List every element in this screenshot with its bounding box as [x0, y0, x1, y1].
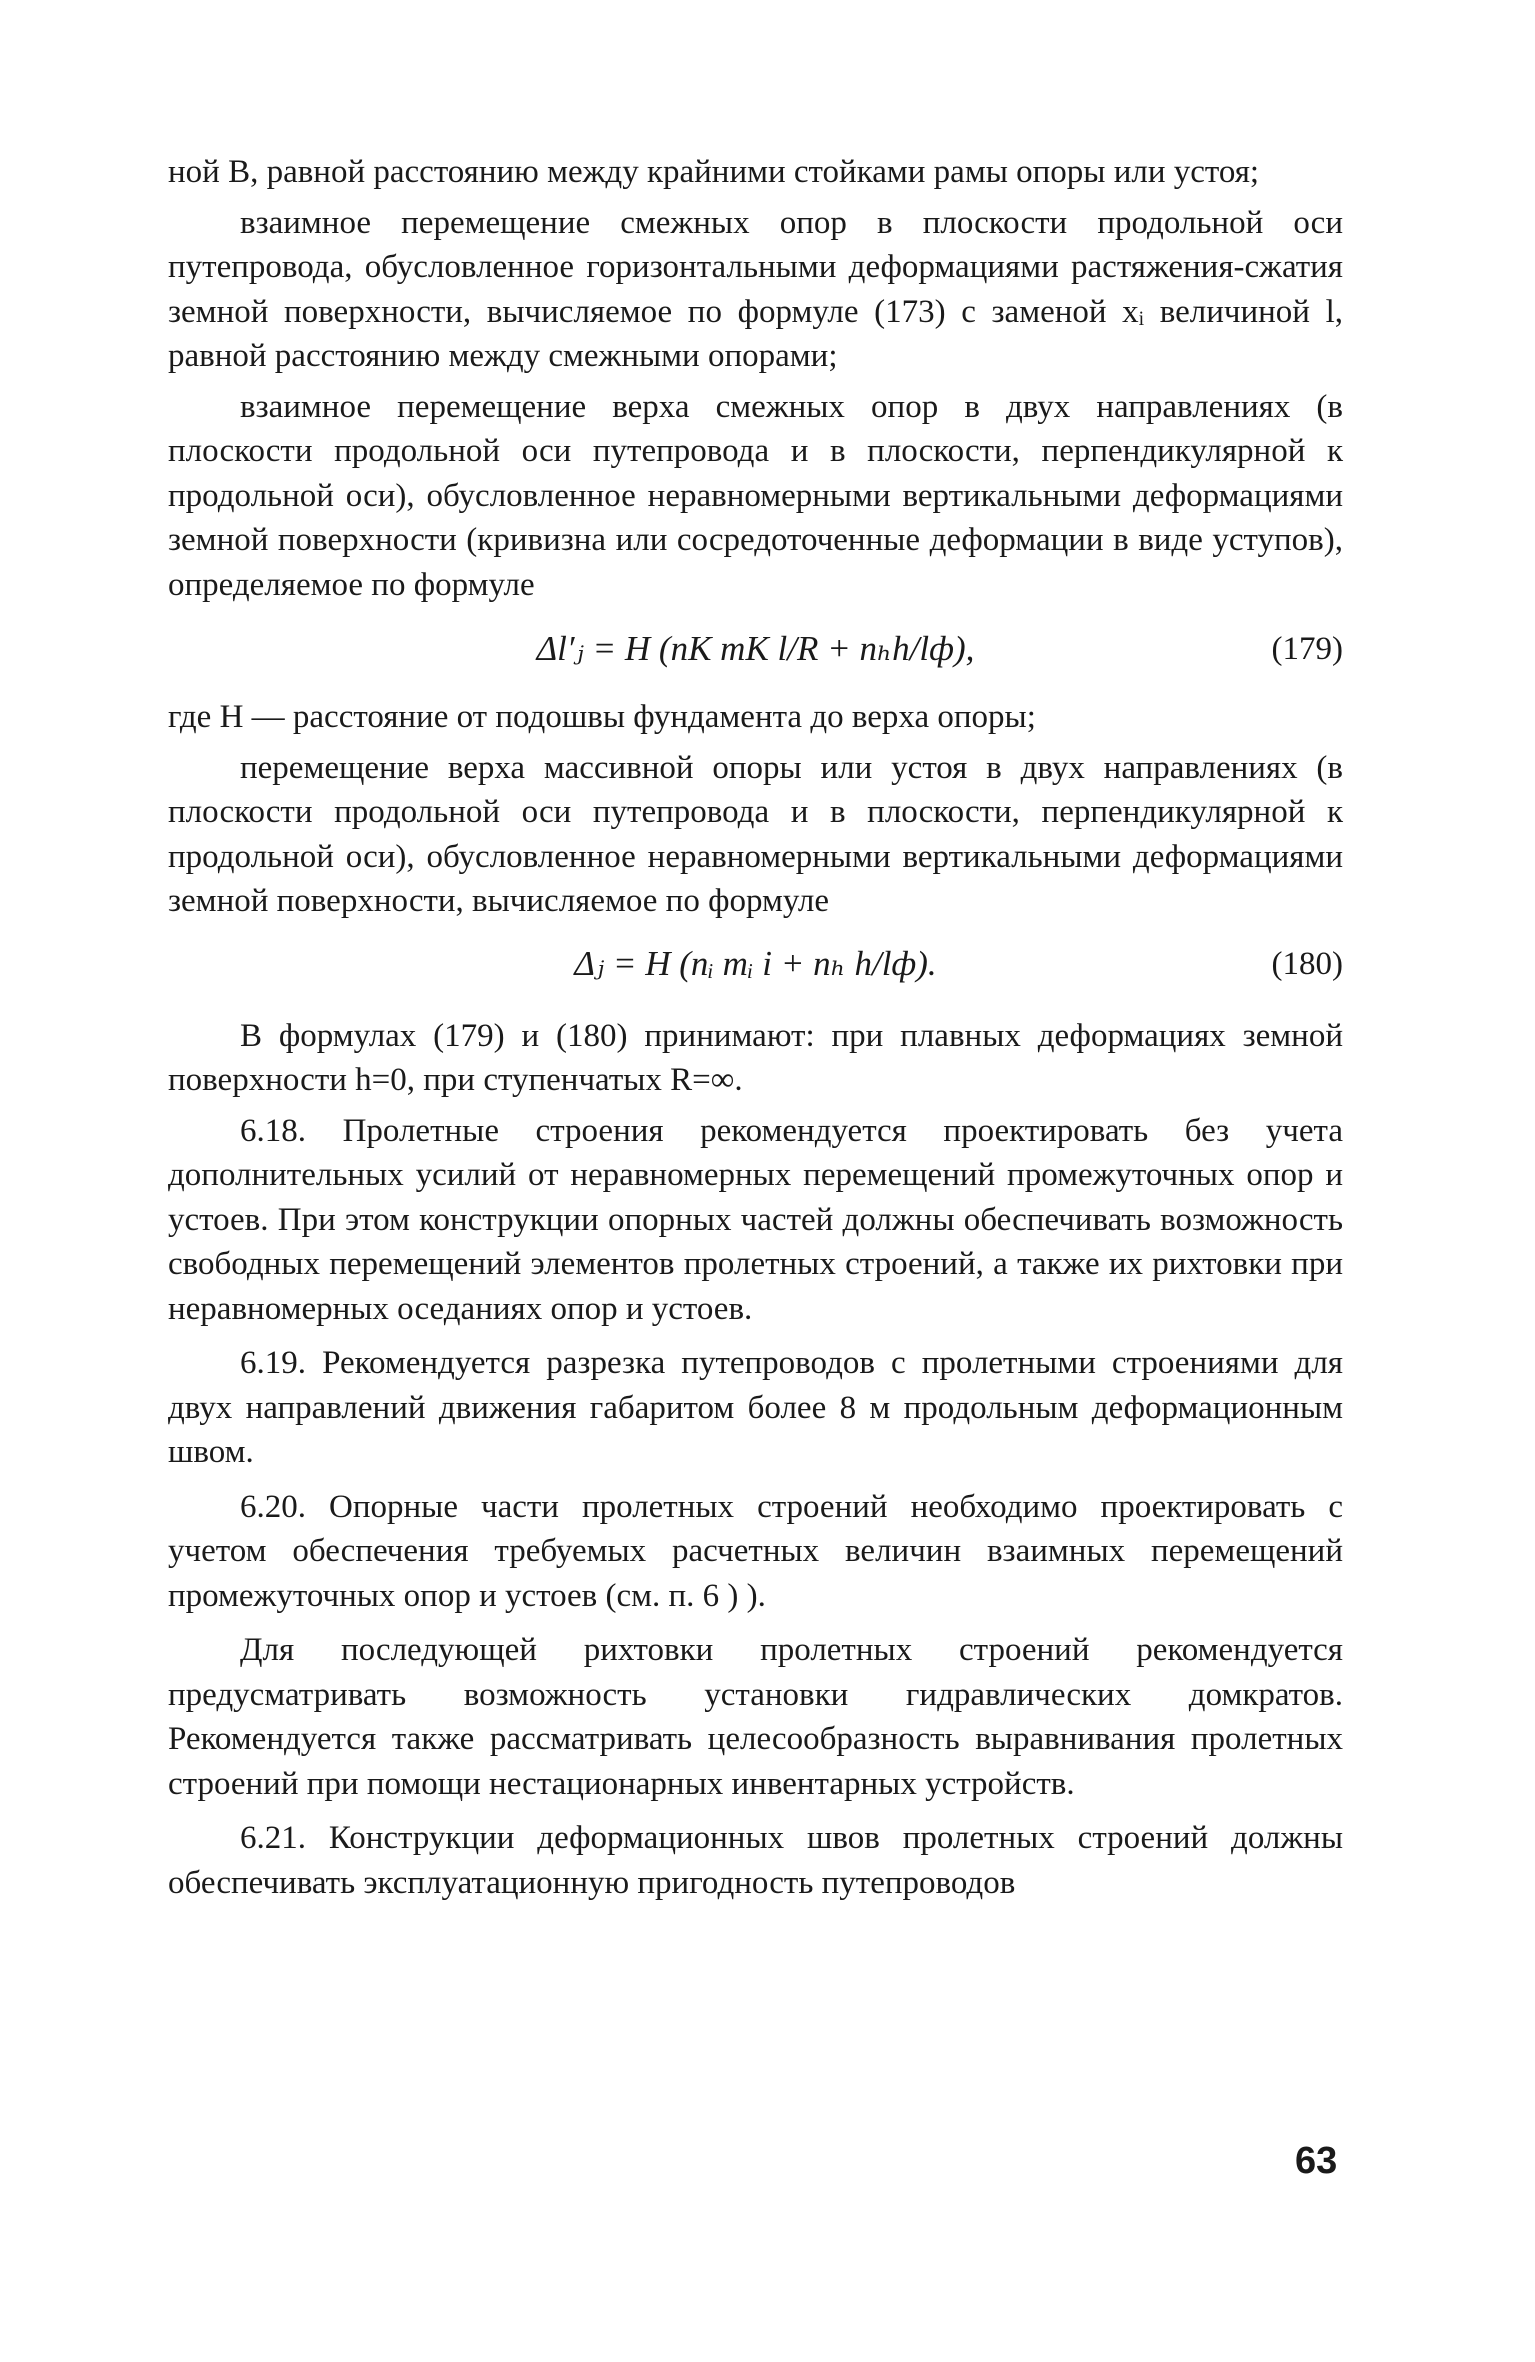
paragraph-11: 6.21. Конструкции деформационных швов пролетных строений должны обеспечивать эксплуатационную пригодность путепроводов	[168, 1820, 1343, 1901]
paragraph-2: взаимное перемещение смежных опор в плоскости продольной оси путепровода, обусловленное горизонтальными деформациями растяжения-сжатия земной поверхности, вычисляемое по формуле (173) с заменой xᵢ величиной l, равной расстоянию между смежными опорами;	[168, 204, 1343, 374]
formula-179-expression: Δl′ⱼ = H (nK mK l/R + nₕh/lф),	[536, 629, 975, 668]
paragraph-3: взаимное перемещение верха смежных опор в двух направлениях (в плоскости продольной оси путепровода и в плоскости, перпендикулярной к продольной оси), обусловленное неравномерными вертикальными деформациями земной поверхности (кривизна или сосредоточенные деформации в виде уступов), определяемое по формуле	[168, 388, 1343, 603]
paragraph-1: ной B, равной расстоянию между крайними стойками рамы опоры или устоя;	[168, 154, 1260, 190]
formula-179-number: (179)	[1271, 631, 1343, 667]
paragraph-9: 6.20. Опорные части пролетных строений необходимо проектировать с учетом обеспечения требуемых расчетных величин взаимных перемещений промежуточных опор и устоев (см. п. 6 ) ).	[168, 1488, 1343, 1614]
paragraph-6: В формулах (179) и (180) принимают: при плавных деформациях земной поверхности h=0, при ступенчатых R=∞.	[168, 1017, 1343, 1098]
paragraph-7: 6.18. Пролетные строения рекомендуется проектировать без учета дополнительных усилий от неравномерных перемещений промежуточных опор и устоев. При этом конструкции опорных частей должны обеспечивать возможность свободных перемещений элементов пролетных строений, а также их рихтовки при неравномерных оседаниях опор и устоев.	[168, 1112, 1343, 1327]
page-number: 63	[1295, 2140, 1338, 2182]
paragraph-8: 6.19. Рекомендуется разрезка путепроводов с пролетными строениями для двух направлений движения габаритом более 8 м продольным деформационным швом.	[168, 1345, 1343, 1470]
page-body	[168, 150, 1343, 1905]
paragraph-5: перемещение верха массивной опоры или устоя в двух направлениях (в плоскости продольной оси путепровода и в плоскости, перпендикулярной к продольной оси), обусловленное неравномерными вертикальными деформациями земной поверхности, вычисляемое по формуле	[168, 749, 1343, 919]
paragraph-10: Для последующей рихтовки пролетных строений рекомендуется предусматривать возможность установки гидравлических домкратов. Рекомендуется также рассматривать целесообразность выравнивания пролетных строений при помощи нестационарных инвентарных устройств.	[168, 1632, 1343, 1802]
formula-180	[168, 936, 1343, 1002]
paragraph-4: где H — расстояние от подошвы фундамента до верха опоры;	[168, 699, 1036, 735]
formula-180-number: (180)	[1271, 945, 1343, 982]
formula-179	[168, 621, 1343, 687]
formula-180-expression: Δⱼ = H (nᵢ mᵢ i + nₕ h/lф).	[574, 943, 937, 983]
